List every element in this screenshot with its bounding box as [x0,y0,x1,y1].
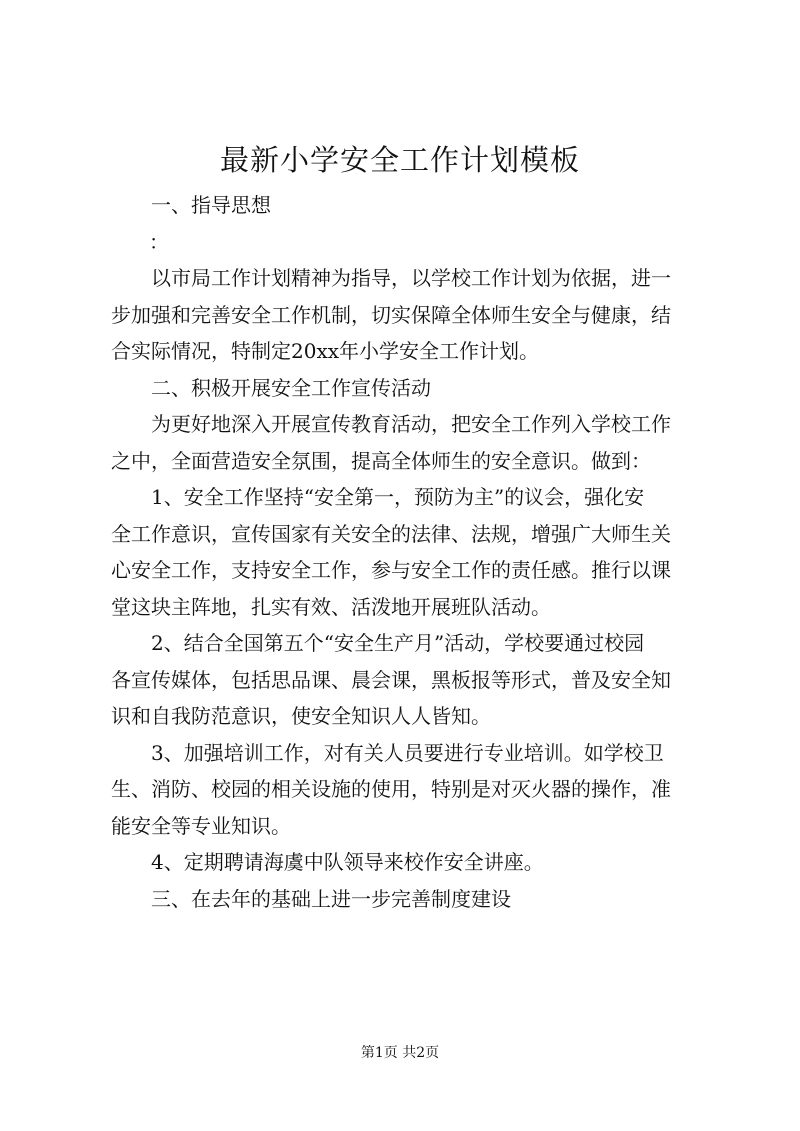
section-heading-3: 三、在去年的基础上进一步完善制度建设 [151,886,511,911]
paragraph-line: 之中，全面营造安全氛围，提高全体师生的安全意识。做到： [111,448,651,473]
list-item-3-line: 生、消防、校园的相关设施的使用，特别是对灭火器的操作，准 [111,777,671,801]
list-item-1-line: 全工作意识，宣传国家有关安全的法律、法规，增强广大师生关 [111,521,671,546]
document-body [111,187,701,917]
section-heading-2: 二、积极开展安全工作宣传活动 [151,375,431,400]
page-footer: 第1页 共2页 [360,1045,440,1061]
section-heading-1: 一、指导思想 [151,193,271,217]
list-item-4-line: 4、定期聘请海虞中队领导来校作安全讲座。 [151,850,544,874]
colon-line: ： [149,229,169,254]
list-item-2-line: 各宣传媒体，包括思品课、晨会课，黑板报等形式，普及安全知 [111,667,671,692]
paragraph-line: 以市局工作计划精神为指导，以学校工作计划为依据，进一 [151,266,671,290]
paragraph-line: 为更好地深入开展宣传教育活动，把安全工作列入学校工作 [151,412,671,436]
list-item-2-line: 2、结合全国第五个“安全生产月”活动，学校要通过校园 [151,631,645,655]
list-item-1-line: 1、安全工作坚持“安全第一，预防为主”的议会，强化安 [151,485,645,509]
list-item-3-line: 能安全等专业知识。 [111,813,291,838]
list-item-2-line: 识和自我防范意识，使安全知识人人皆知。 [111,704,491,728]
list-item-1-line: 心安全工作，支持安全工作，参与安全工作的责任感。推行以课 [111,558,671,582]
document-title: 最新小学安全工作计划模板 [219,143,580,177]
paragraph-line: 步加强和完善安全工作机制，切实保障全体师生安全与健康，结 [111,302,671,327]
paragraph-line: 合实际情况，特制定20xx年小学安全工作计划。 [111,339,540,363]
list-item-1-line: 堂这块主阵地，扎实有效、活泼地开展班队活动。 [111,594,551,619]
list-item-3-line: 3、加强培训工作，对有关人员要进行专业培训。如学校卫 [151,740,664,765]
